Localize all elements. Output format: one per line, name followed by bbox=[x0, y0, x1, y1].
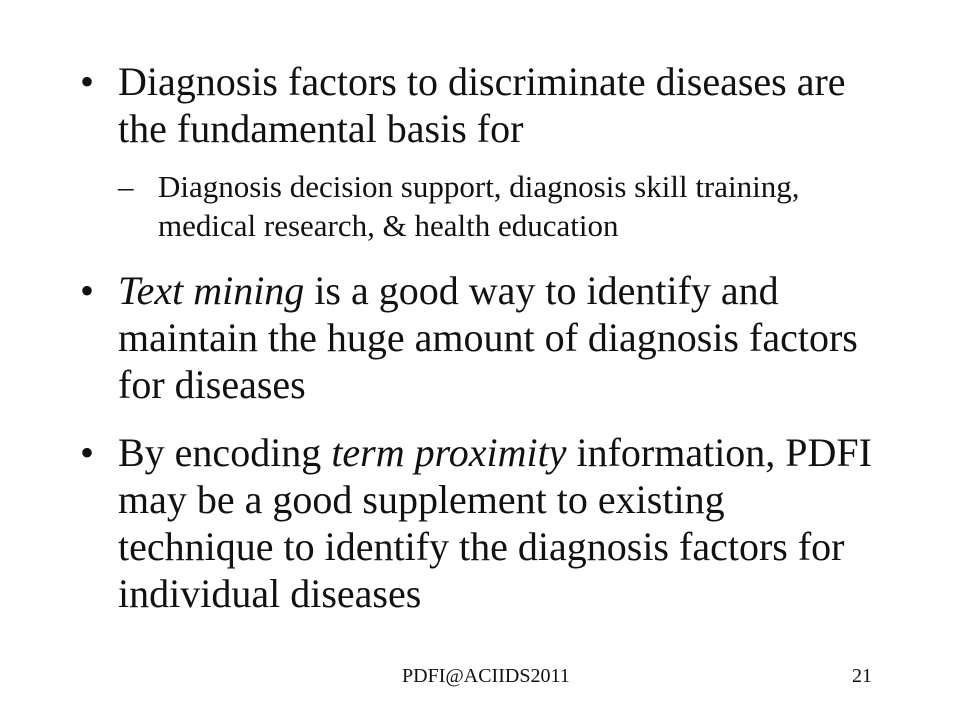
bullet-text-before: By encoding bbox=[118, 430, 332, 475]
sub-item-text: Diagnosis decision support, diagnosis skill training, medical research, & health education bbox=[158, 169, 800, 243]
bullet-text: Diagnosis factors to discriminate diseases are the fundamental basis for bbox=[118, 59, 846, 151]
bullet-text bbox=[118, 429, 880, 617]
bullet-text-after: information, PDFI may be a good supplement to existing technique to identify the diagnosis factors for individual diseases bbox=[118, 430, 872, 616]
page-number: 21 bbox=[852, 665, 872, 687]
footer-label: PDFI@ACIIDS2011 bbox=[402, 665, 570, 687]
bullet-text-mining bbox=[80, 267, 880, 408]
sub-item-applications bbox=[118, 167, 878, 245]
italic-term: term proximity bbox=[331, 430, 567, 475]
bullet-text bbox=[118, 267, 880, 408]
bullet-marker: • bbox=[80, 430, 95, 475]
bullet-marker: • bbox=[80, 59, 95, 104]
bullet-term-proximity bbox=[80, 429, 880, 617]
bullet-marker: • bbox=[80, 268, 95, 313]
bullet-text-rest: is a good way to identify and maintain the huge amount of diagnosis factors for diseases bbox=[118, 268, 858, 407]
italic-term: Text mining bbox=[118, 268, 305, 313]
sub-item-marker: – bbox=[118, 169, 134, 204]
bullet-diagnosis-factors bbox=[80, 58, 880, 152]
